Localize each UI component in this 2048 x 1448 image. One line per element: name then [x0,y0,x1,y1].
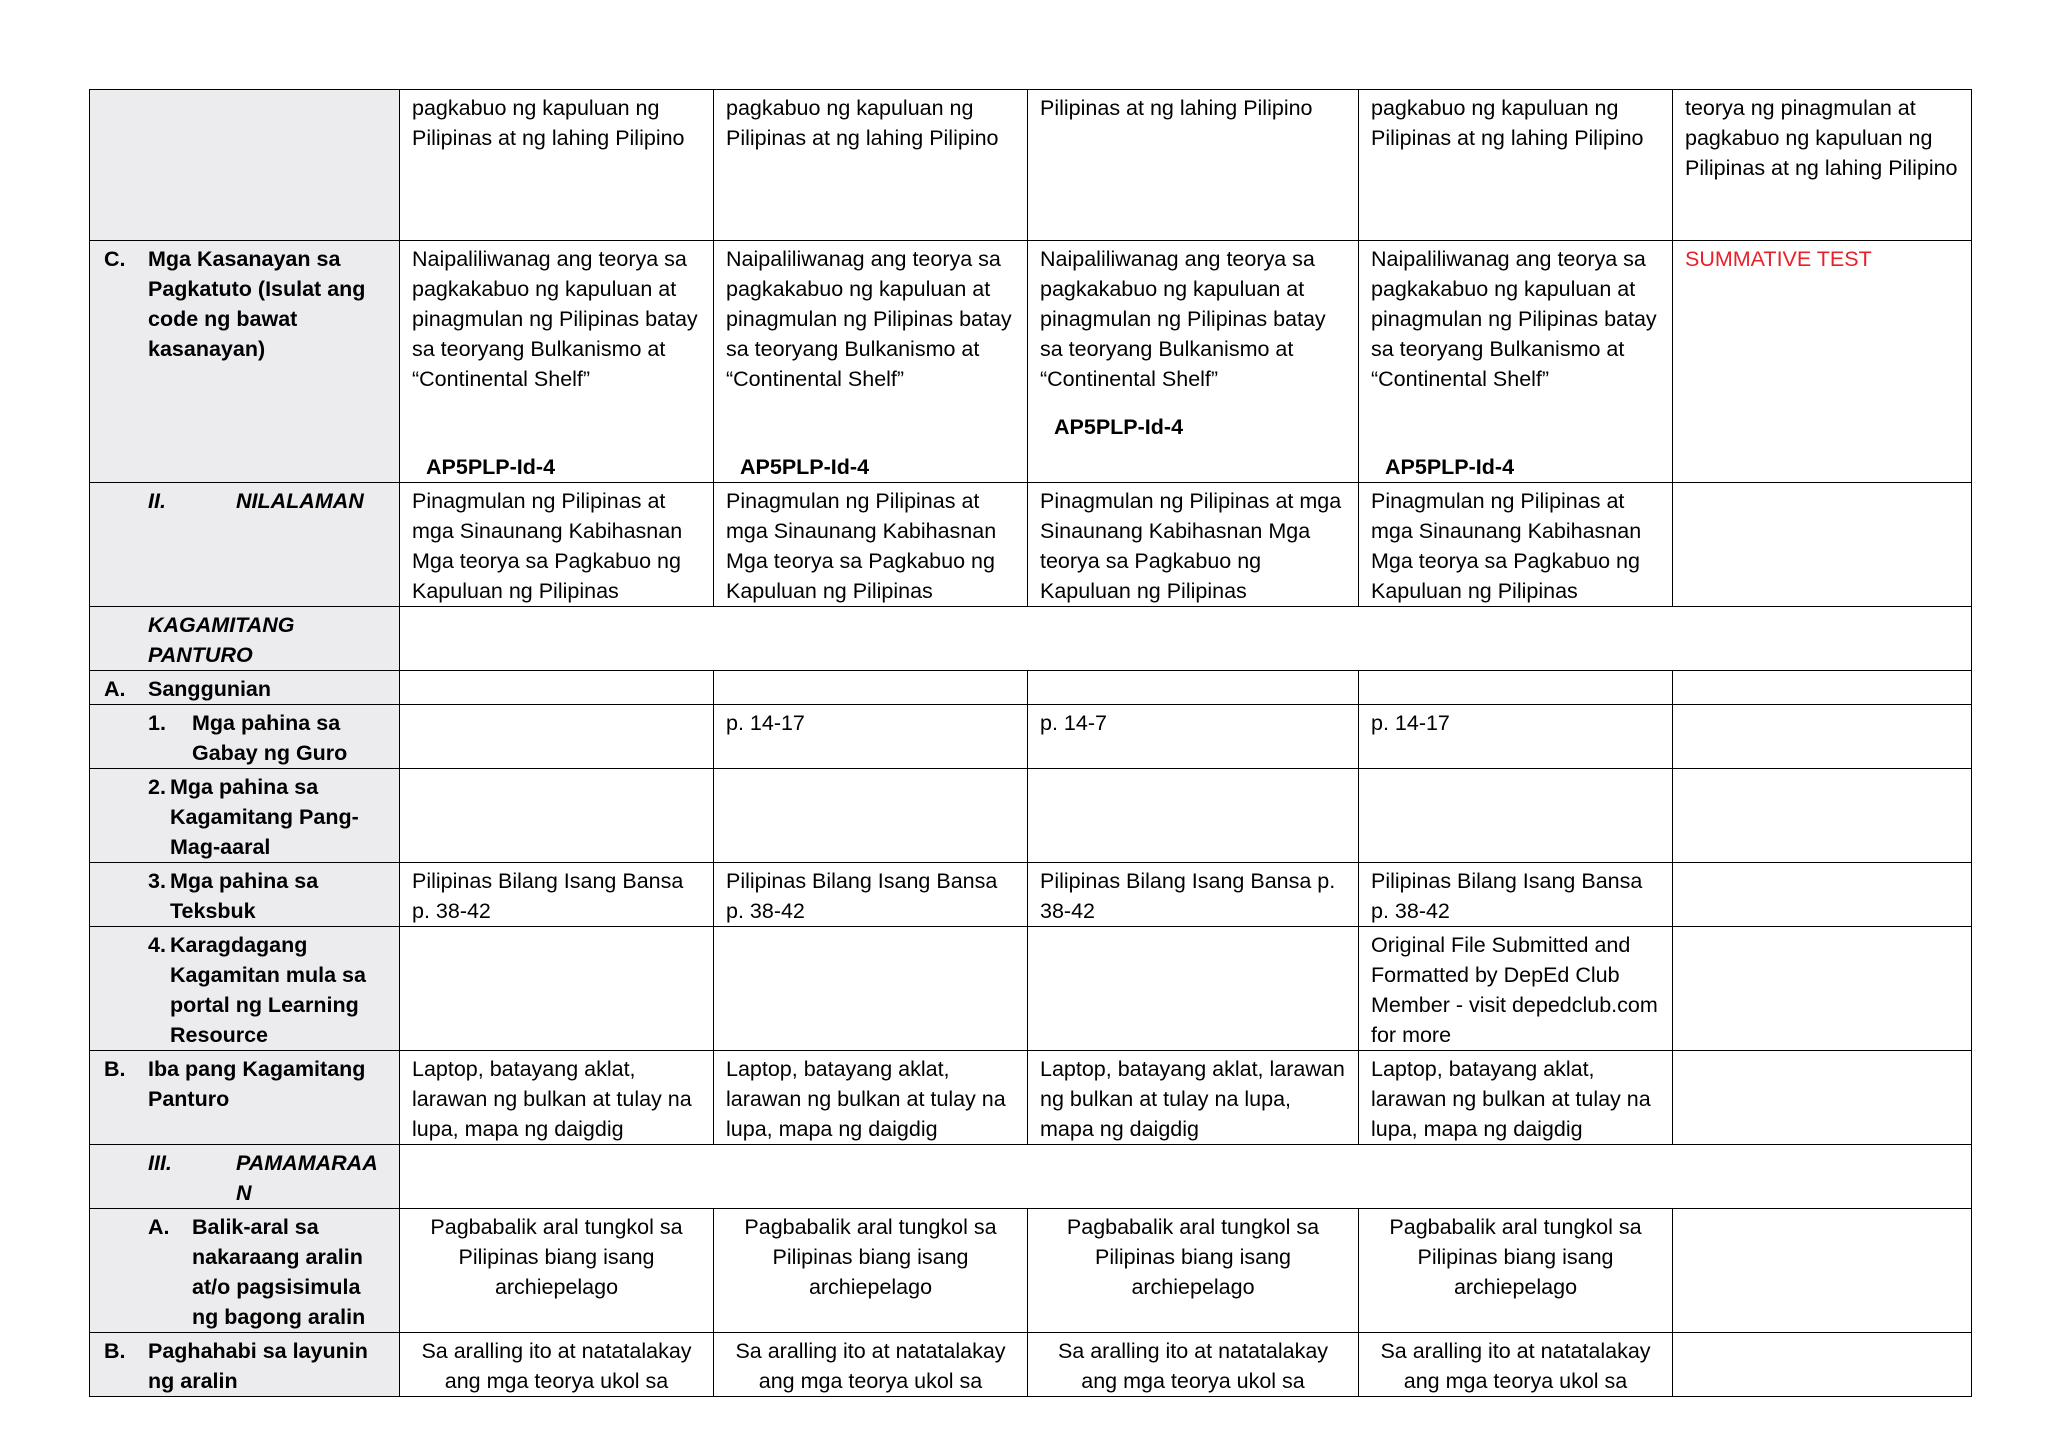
row-label: Mga Kasanayan sa Pagkatuto (Isulat ang code ng bawat kasanayan) [148,247,366,361]
row-label-cell [90,927,400,1051]
row-number: 4. [148,933,166,957]
content-row [90,483,1972,607]
day-cell [1673,483,1972,607]
cell-text: Sa aralling ito at natatalakay ang mga teorya ukol sa [421,1339,692,1393]
day-cell [1359,769,1673,863]
row-label-cell [90,607,400,671]
row-letter: C. [104,247,126,271]
procedure-row [90,1145,1972,1209]
day-cell [1028,1333,1359,1397]
row-label-cell [90,241,400,483]
review-row [90,1209,1972,1333]
section-title: NILALAMAN [236,489,364,513]
day-cell [1673,1209,1972,1333]
row-label: Iba pang Kagamitang Panturo [148,1057,366,1111]
section-number: III. [148,1151,172,1175]
cell-text: Laptop, batayang aklat, larawan ng bulkan at tulay na lupa, mapa ng daigdig [1040,1057,1345,1141]
cell-text: Laptop, batayang aklat, larawan ng bulkan at tulay na lupa, mapa ng daigdig [412,1057,692,1141]
day-cell [714,1333,1028,1397]
row-label-cell [90,863,400,927]
day-cell [1359,1333,1673,1397]
cell-text: Pagbabalik aral tungkol sa Pilipinas biang isang archiepelago [1066,1215,1320,1299]
day-cell [1359,705,1673,769]
row-label-cell [90,1209,400,1333]
row-letter: A. [148,1215,170,1239]
day-cell [400,90,714,241]
day-cell [1673,671,1972,705]
day-cell [400,769,714,863]
references-row [90,671,1972,705]
day-cell [1028,90,1359,241]
day-cell [400,1051,714,1145]
row-label: Paghahabi sa layunin ng aralin [148,1339,368,1393]
objectives-continuation-row [90,90,1972,241]
cell-text: Naipaliliwanag ang teorya sa pagkakabuo ng kapuluan at pinagmulan ng Pilipinas batay sa teoryang Bulkanismo at “Continental Shelf” [412,247,698,391]
day-cell [1028,1209,1359,1333]
row-label: Mga pahina sa Kagamitang Pang-Mag-aaral [170,775,359,859]
cell-text: Pilipinas Bilang Isang Bansa p. 38-42 [726,869,998,923]
competency-code: AP5PLP-Id-4 [1385,455,1515,479]
cell-text: Pilipinas Bilang Isang Bansa p. 38-42 [1040,869,1336,923]
row-label: Mga pahina sa Teksbuk [170,869,319,923]
day-cell [1359,241,1673,483]
watermark-note: Original File Submitted and Formatted by DepEd Club Member - visit depedclub.com for more [1371,933,1658,1047]
day-cell [1028,241,1359,483]
day-cell [1028,671,1359,705]
cell-text: pagkabuo ng kapuluan ng Pilipinas at ng lahing Pilipino [1371,96,1644,150]
row-label: Karagdagang Kagamitan mula sa portal ng Learning Resource [170,933,366,1047]
cell-text: teorya ng pinagmulan at pagkabuo ng kapuluan ng Pilipinas at ng lahing Pilipino [1685,96,1958,180]
merged-empty-cell [400,1145,1972,1209]
day-cell [1359,1209,1673,1333]
day-cell [400,927,714,1051]
additional-materials-row [90,927,1972,1051]
cell-text: Naipaliliwanag ang teorya sa pagkakabuo ng kapuluan at pinagmulan ng Pilipinas batay sa teoryang Bulkanismo at “Continental Shelf” [1040,247,1326,391]
day-cell [714,863,1028,927]
day-cell [1673,1333,1972,1397]
learning-resources-row [90,607,1972,671]
day-cell [400,1333,714,1397]
row-number: 3. [148,869,166,893]
day-cell [400,1209,714,1333]
day-cell [1673,241,1972,483]
day-cell [1028,1051,1359,1145]
row-label: Mga pahina sa Gabay ng Guro [192,711,348,765]
cell-text: Pinagmulan ng Pilipinas at mga Sinaunang Kabihasnan Mga teorya sa Pagkabuo ng Kapuluan ng Pilipinas [726,489,997,603]
day-cell [714,90,1028,241]
day-cell [714,927,1028,1051]
row-label-cell [90,769,400,863]
cell-text: Sa aralling ito at natatalakay ang mga teorya ukol sa [1057,1339,1329,1393]
day-cell [1028,705,1359,769]
day-cell [1359,483,1673,607]
row-label-cell [90,671,400,705]
day-cell [714,671,1028,705]
row-letter: A. [104,677,126,701]
cell-text: Pagbabalik aral tungkol sa Pilipinas biang isang archiepelago [430,1215,683,1299]
learning-competencies-row [90,241,1972,483]
day-cell [1028,483,1359,607]
day-cell [1359,863,1673,927]
cell-text: Laptop, batayang aklat, larawan ng bulkan at tulay na lupa, mapa ng daigdig [1371,1057,1651,1141]
day-cell [714,483,1028,607]
day-cell [1673,705,1972,769]
teacher-guide-pages-row [90,705,1972,769]
day-cell [1673,90,1972,241]
cell-text: p. 14-17 [726,711,805,735]
day-cell [714,705,1028,769]
day-cell [714,1051,1028,1145]
lesson-plan-table [89,89,1972,1397]
day-cell [1028,769,1359,863]
merged-empty-cell [400,607,1972,671]
row-number: 1. [148,711,166,735]
day-cell [1673,1051,1972,1145]
cell-text: Pagbabalik aral tungkol sa Pilipinas biang isang archiepelago [1389,1215,1642,1299]
summative-test-label: SUMMATIVE TEST [1685,247,1872,271]
cell-text: Pinagmulan ng Pilipinas at mga Sinaunang Kabihasnan Mga teorya sa Pagkabuo ng Kapuluan ng Pilipinas [412,489,683,603]
day-cell [1359,90,1673,241]
row-label-cell [90,483,400,607]
day-cell [714,241,1028,483]
lesson-purpose-row [90,1333,1972,1397]
day-cell [400,483,714,607]
day-cell [1359,671,1673,705]
other-materials-row [90,1051,1972,1145]
day-cell [714,769,1028,863]
day-cell [1673,927,1972,1051]
day-cell [1673,863,1972,927]
row-number: 2. [148,775,166,799]
section-title: PAMAMARAAN [236,1151,378,1205]
cell-text: Pilipinas at ng lahing Pilipino [1040,96,1313,120]
section-number: II. [148,489,166,513]
cell-text: Pinagmulan ng Pilipinas at mga Sinaunang Kabihasnan Mga teorya sa Pagkabuo ng Kapuluan ng Pilipinas [1040,489,1342,603]
cell-text: Sa aralling ito at natatalakay ang mga teorya ukol sa [735,1339,1006,1393]
day-cell [1028,927,1359,1051]
day-cell [714,1209,1028,1333]
day-cell [400,671,714,705]
cell-text: Naipaliliwanag ang teorya sa pagkakabuo ng kapuluan at pinagmulan ng Pilipinas batay sa teoryang Bulkanismo at “Continental Shelf” [726,247,1012,391]
competency-code: AP5PLP-Id-4 [426,455,556,479]
cell-text: Pagbabalik aral tungkol sa Pilipinas biang isang archiepelago [744,1215,997,1299]
row-label-cell [90,705,400,769]
cell-text: Pilipinas Bilang Isang Bansa p. 38-42 [1371,869,1643,923]
row-label-cell [90,1145,400,1209]
cell-text: Pilipinas Bilang Isang Bansa p. 38-42 [412,869,684,923]
textbook-pages-row [90,863,1972,927]
row-label-cell [90,90,400,241]
learner-material-pages-row [90,769,1972,863]
row-label-cell [90,1051,400,1145]
row-label: Balik-aral sa nakaraang aralin at/o pagsisimula ng bagong aralin [192,1215,366,1329]
day-cell [400,863,714,927]
cell-text: Sa aralling ito at natatalakay ang mga teorya ukol sa [1380,1339,1651,1393]
cell-text: p. 14-7 [1040,711,1107,735]
row-label: Sanggunian [148,677,272,701]
day-cell [400,241,714,483]
cell-text: pagkabuo ng kapuluan ng Pilipinas at ng lahing Pilipino [412,96,685,150]
cell-text: pagkabuo ng kapuluan ng Pilipinas at ng lahing Pilipino [726,96,999,150]
competency-code: AP5PLP-Id-4 [740,455,870,479]
cell-text: Naipaliliwanag ang teorya sa pagkakabuo ng kapuluan at pinagmulan ng Pilipinas batay sa teoryang Bulkanismo at “Continental Shelf” [1371,247,1657,391]
day-cell [1359,1051,1673,1145]
competency-code: AP5PLP-Id-4 [1054,415,1184,439]
row-letter: B. [104,1339,126,1363]
day-cell [1359,927,1673,1051]
row-label-cell [90,1333,400,1397]
day-cell [400,705,714,769]
day-cell [1673,769,1972,863]
row-letter: B. [104,1057,126,1081]
section-title: KAGAMITANG PANTURO [148,613,295,667]
day-cell [1028,863,1359,927]
cell-text: p. 14-17 [1371,711,1450,735]
cell-text: Pinagmulan ng Pilipinas at mga Sinaunang Kabihasnan Mga teorya sa Pagkabuo ng Kapuluan ng Pilipinas [1371,489,1642,603]
cell-text: Laptop, batayang aklat, larawan ng bulkan at tulay na lupa, mapa ng daigdig [726,1057,1006,1141]
